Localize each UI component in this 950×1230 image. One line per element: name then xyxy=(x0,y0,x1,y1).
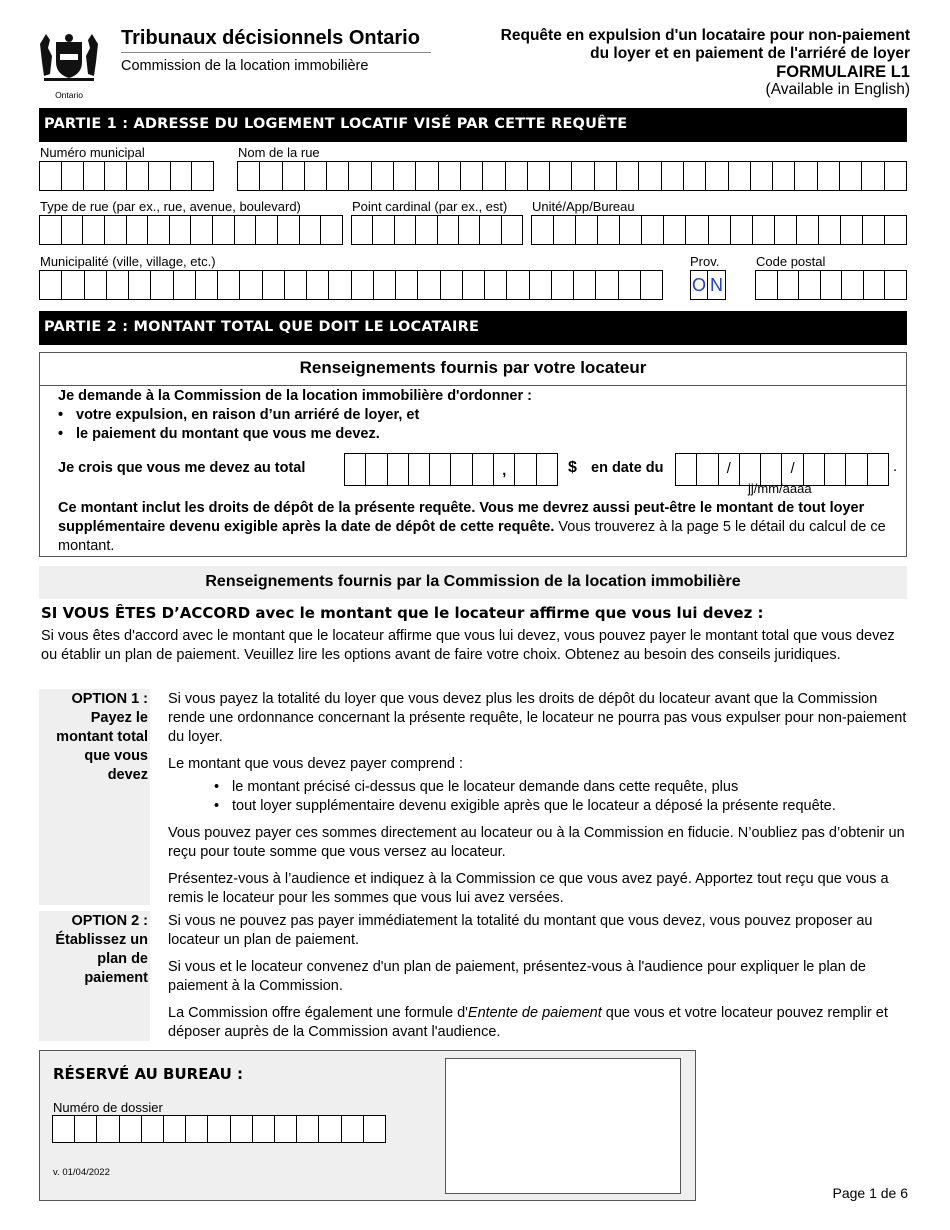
request-bullet-2: • le paiement du montant que vous me devez. xyxy=(58,426,380,442)
includes-rest: Vous trouverez à la page 5 le détail du calcul de ce montant. xyxy=(58,519,886,554)
form-title-line-1: Requête en expulsion d'un locataire pour non-paiement xyxy=(500,27,910,44)
option2-label-line: paiement xyxy=(84,970,148,986)
date-sep-2: / xyxy=(782,454,803,485)
option2-p3-end: que vous et votre locateur pouvez remplir et déposer auprès de la Commission avant l'audience. xyxy=(168,1005,888,1040)
request-bullet-1: • votre expulsion, en raison d’un arriéré de loyer, et xyxy=(58,407,420,423)
street-number-field[interactable] xyxy=(39,161,214,191)
landlord-info-heading: Renseignements fournis par votre locateur xyxy=(39,352,907,386)
option2-label-line: plan de xyxy=(97,951,148,967)
amount-includes-note xyxy=(58,499,888,556)
request-block xyxy=(58,387,532,444)
header-divider xyxy=(121,52,431,53)
date-period: . xyxy=(893,458,898,475)
board-info-heading: Renseignements fournis par la Commission de la location immobilière xyxy=(39,566,907,599)
unit-field[interactable] xyxy=(531,215,907,245)
option1-label-line: montant total xyxy=(56,729,148,745)
total-owed-field[interactable] xyxy=(344,453,558,486)
form-title-line-2: du loyer et en paiement de l'arriéré de loyer xyxy=(590,45,910,62)
file-number-field[interactable] xyxy=(52,1115,386,1143)
agree-heading: SI VOUS ÊTES D’ACCORD avec le montant que le locateur affirme que vous lui devez : xyxy=(41,604,764,622)
option2-paragraph: Si vous et le locateur convenez d'un plan de paiement, présentez-vous à l'audience pour expliquer le plan de paiement à la Commission. xyxy=(168,959,866,994)
logo-text: Ontario xyxy=(55,90,83,100)
org-subtitle: Commission de la location immobilière xyxy=(121,58,369,74)
part2-title: PARTIE 2 : MONTANT TOTAL QUE DOIT LE LOCATAIRE xyxy=(39,311,907,345)
org-title: Tribunaux décisionnels Ontario xyxy=(121,27,420,49)
option2-label xyxy=(39,911,150,1041)
direction-field[interactable] xyxy=(351,215,523,245)
option1-paragraph: Le montant que vous devez payer comprend : xyxy=(168,756,464,772)
request-bullet-2-text: le paiement du montant que vous me devez. xyxy=(76,426,380,442)
street-number-label: Numéro municipal xyxy=(40,145,145,160)
agree-text: Si vous êtes d'accord avec le montant que le locateur affirme que vous lui devez, vous pouvez payer le montant total que vous devez ou établir un plan de paiement. Veuillez lire les options avant de faire votre choix. Obtenez au besoin des conseils juridiques. xyxy=(41,628,895,663)
option1-list xyxy=(214,778,908,816)
street-type-field[interactable] xyxy=(39,215,343,245)
option2-body xyxy=(168,912,908,1050)
date-sep-1: / xyxy=(719,454,740,485)
date-format-hint: jj/mm/aaaa xyxy=(748,481,812,496)
postal-code-label: Code postal xyxy=(756,254,826,269)
office-stamp-area xyxy=(445,1058,681,1194)
option1-list-item: • le montant précisé ci-dessus que le locateur demande dans cette requête, plus xyxy=(214,778,908,797)
option2-p3-start: La Commission offre également une formule d' xyxy=(168,1005,468,1021)
option2-label-line: OPTION 2 : xyxy=(71,913,148,929)
postal-code-field[interactable] xyxy=(755,270,907,300)
option1-label xyxy=(39,689,150,905)
ontario-logo xyxy=(36,26,102,100)
prov-char-1: O xyxy=(691,271,708,299)
payment-agreement-form-name: Entente de paiement xyxy=(467,1005,602,1021)
request-intro: Je demande à la Commission de la location immobilière d'ordonner : xyxy=(58,388,532,404)
option1-label-line: OPTION 1 : xyxy=(71,691,148,707)
as-of-date-label: en date du xyxy=(591,460,664,476)
decimal-comma: , xyxy=(494,454,515,485)
office-use-title: RÉSERVÉ AU BUREAU : xyxy=(53,1065,243,1083)
option2-paragraph xyxy=(168,1004,908,1042)
form-code: FORMULAIRE L1 xyxy=(776,63,910,81)
total-owed-label: Je crois que vous me devez au total xyxy=(58,460,306,476)
prov-field[interactable] xyxy=(690,270,726,300)
request-bullet-1-text: votre expulsion, en raison d’un arriéré de loyer, et xyxy=(76,407,420,423)
municipality-field[interactable] xyxy=(39,270,663,300)
dollar-sign: $ xyxy=(568,459,577,476)
option1-label-line: devez xyxy=(107,767,148,783)
direction-label: Point cardinal (par ex., est) xyxy=(352,199,508,214)
street-name-field[interactable] xyxy=(237,161,907,191)
page-number: Page 1 de 6 xyxy=(832,1185,908,1201)
option1-label-line: que vous xyxy=(84,748,148,764)
option1-body xyxy=(168,690,908,916)
form-title-block xyxy=(501,27,910,99)
includes-bold: Ce montant inclut les droits de dépôt de la présente requête. Vous me devrez aussi peut-être le montant de tout loyer supplémentaire devenu exigible après la date de dépôt de cette requête. xyxy=(58,500,865,535)
part1-title: PARTIE 1 : ADRESSE DU LOGEMENT LOCATIF VISÉ PAR CETTE REQUÊTE xyxy=(39,108,907,142)
option1-paragraph: Si vous payez la totalité du loyer que vous devez plus les droits de dépôt du locateur avant que la Commission rende une ordonnance concernant la présente requête, le locateur ne pourra pas vous expulser pour non-paiement du loyer. xyxy=(168,691,907,745)
unit-label: Unité/App/Bureau xyxy=(532,199,635,214)
prov-char-2: N xyxy=(710,275,723,295)
municipality-label: Municipalité (ville, village, etc.) xyxy=(40,254,216,269)
option2-paragraph: Si vous ne pouvez pas payer immédiatement la totalité du montant que vous devez, vous pouvez proposer au locateur un plan de paiement. xyxy=(168,913,873,948)
available-english: (Available in English) xyxy=(765,81,910,98)
option1-paragraph: Présentez-vous à l’audience et indiquez à la Commission ce que vous avez payé. Apportez tout reçu que vous a remis le locateur pour les sommes que vous lui avez versées. xyxy=(168,871,889,906)
option1-list-item: • tout loyer supplémentaire devenu exigible après que le locateur a déposé la présente requête. xyxy=(214,797,908,816)
prov-label: Prov. xyxy=(690,254,720,269)
option1-paragraph: Vous pouvez payer ces sommes directement au locateur ou à la Commission en fiducie. N’oubliez pas d’obtenir un reçu pour toute somme que vous versez au locateur. xyxy=(168,825,905,860)
option2-label-line: Établissez un xyxy=(55,932,148,948)
street-name-label: Nom de la rue xyxy=(238,145,320,160)
option1-label-line: Payez le xyxy=(90,710,148,726)
version-label: v. 01/04/2022 xyxy=(53,1167,110,1178)
street-type-label: Type de rue (par ex., rue, avenue, boulevard) xyxy=(40,199,301,214)
file-number-label: Numéro de dossier xyxy=(53,1100,163,1115)
